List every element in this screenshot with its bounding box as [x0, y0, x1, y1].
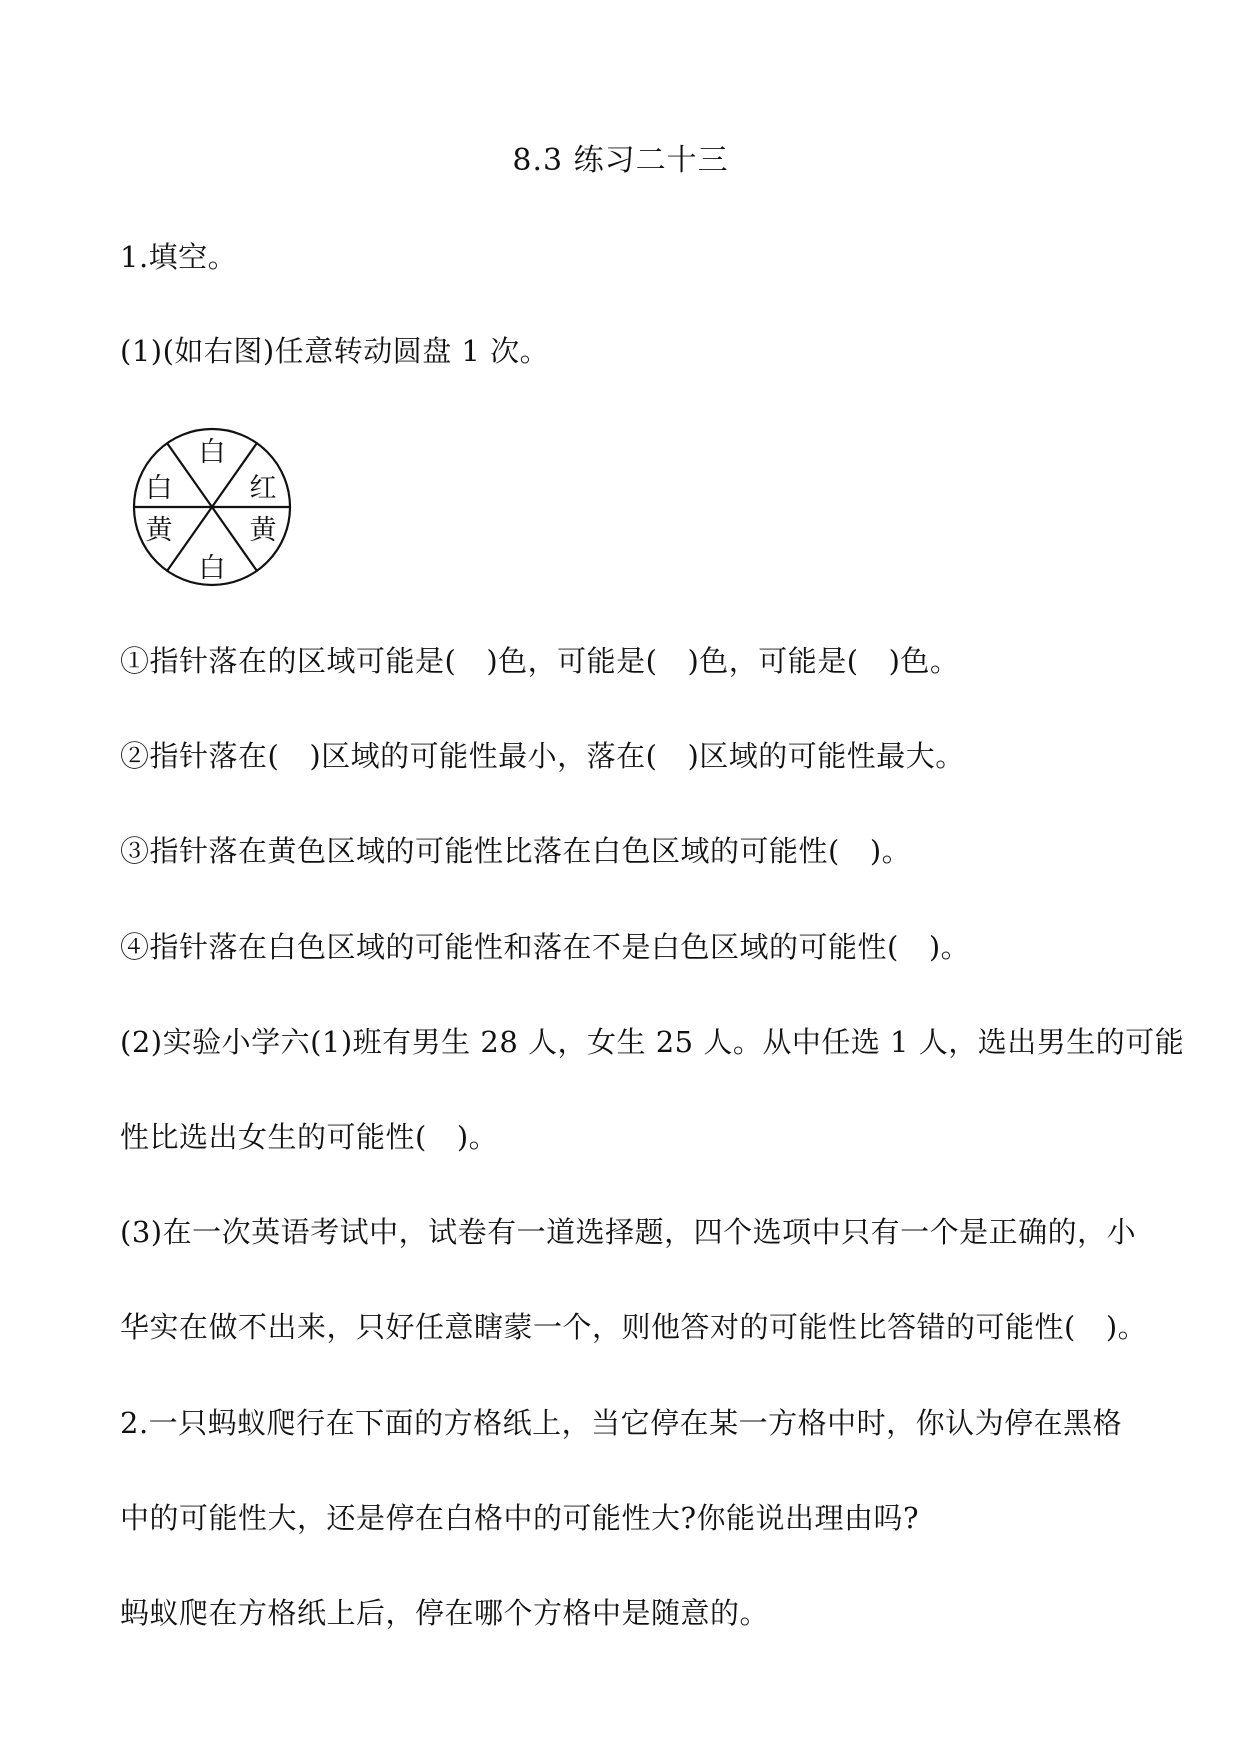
spinner-sector-upper-right-label: 红 — [249, 473, 277, 504]
spinner-disc — [130, 425, 295, 590]
item-2-text-c: )区域的可能性最大。 — [687, 739, 965, 773]
page-title: 8.3 练习二十三 — [512, 143, 729, 178]
spinner-sector-bottom-label: 白 — [198, 553, 226, 584]
question-1-part-2-line-2 — [120, 1120, 499, 1154]
item-1-text-a: ①指针落在的区域可能是( — [120, 644, 457, 678]
item-1-text-b: )色，可能是( — [486, 644, 658, 678]
item-1-text-c: )色，可能是( — [687, 644, 859, 678]
item-1-text-d: )色。 — [888, 644, 960, 678]
item-4-text-b: )。 — [928, 930, 971, 964]
item-2-text-a: ②指针落在( — [120, 739, 280, 773]
question-1-part-1-prompt: (1)(如右图)任意转动圆盘 1 次。 — [120, 334, 550, 368]
item-4-text-a: ④指针落在白色区域的可能性和落在不是白色区域的可能性( — [120, 930, 899, 964]
item-2-text-b: )区域的可能性最小，落在( — [309, 739, 658, 773]
part-3-text-b: )。 — [1105, 1310, 1148, 1344]
question-1-part-3-line-1: (3)在一次英语考试中，试卷有一道选择题，四个选项中只有一个是正确的，小 — [120, 1215, 1137, 1249]
item-3-text-a: ③指针落在黄色区域的可能性比落在白色区域的可能性( — [120, 834, 840, 868]
spinner-sector-lower-right-label: 黄 — [249, 515, 277, 546]
question-1-item-1 — [120, 644, 960, 678]
part-2-text-b: )。 — [456, 1120, 499, 1154]
question-1-item-4 — [120, 930, 971, 964]
question-2-line-1: 2.一只蚂蚁爬行在下面的方格纸上，当它停在某一方格中时，你认为停在黑格 — [120, 1406, 1123, 1440]
spinner-sector-lower-left-label: 黄 — [145, 515, 173, 546]
question-1-item-3 — [120, 834, 912, 868]
question-1-item-2 — [120, 739, 965, 773]
question-2-answer-line: 蚂蚁爬在方格纸上后，停在哪个方格中是随意的。 — [120, 1596, 770, 1630]
spinner-sector-upper-left-label: 白 — [145, 473, 173, 504]
question-1-heading: 1.填空。 — [120, 240, 238, 274]
question-1-part-3-line-2 — [120, 1310, 1148, 1344]
spinner-sector-top-label: 白 — [198, 437, 226, 468]
item-3-text-b: )。 — [869, 834, 912, 868]
question-2-line-2: 中的可能性大，还是停在白格中的可能性大?你能说出理由吗? — [120, 1501, 920, 1535]
part-2-text-a: 性比选出女生的可能性( — [120, 1120, 427, 1154]
question-1-part-2-line-1: (2)实验小学六(1)班有男生 28 人，女生 25 人。从中任选 1 人，选出男生的可能 — [120, 1025, 1185, 1059]
part-3-text-a: 华实在做不出来，只好任意瞎蒙一个，则他答对的可能性比答错的可能性( — [120, 1310, 1076, 1344]
